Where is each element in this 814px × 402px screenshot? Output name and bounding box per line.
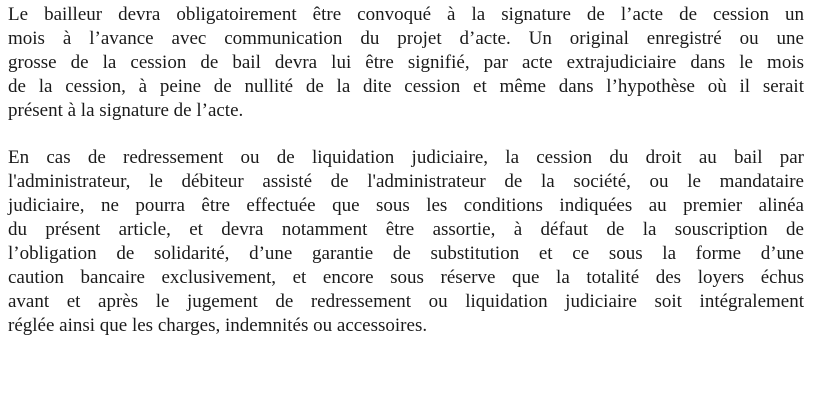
document-body [8, 3, 804, 338]
text-line: grosse de la cession de bail devra lui être signifié, par acte extrajudiciaire dans le mois [8, 52, 804, 73]
text-line: l’obligation de solidarité, d’une garantie de substitution et ce sous la forme d’une [8, 243, 804, 264]
text-line: En cas de redressement ou de liquidation judiciaire, la cession du droit au bail par [8, 147, 804, 168]
text-line: Le bailleur devra obligatoirement être convoqué à la signature de l’acte de cession un [8, 4, 804, 25]
text-line: du présent article, et devra notamment être assortie, à défaut de la souscription de [8, 219, 804, 240]
text-line: réglée ainsi que les charges, indemnités ou accessoires. [8, 315, 428, 336]
text-line: avant et après le jugement de redressement ou liquidation judiciaire soit intégralement [8, 291, 804, 312]
paragraph-assignment-notice [8, 3, 804, 123]
text-line: l'administrateur, le débiteur assisté de l'administrateur de la société, ou le mandataire [8, 171, 804, 192]
text-line: judiciaire, ne pourra être effectuée que sous les conditions indiquées au premier alinéa [8, 195, 804, 216]
text-line: présent à la signature de l’acte. [8, 100, 244, 121]
text-line: caution bancaire exclusivement, et encore sous réserve que la totalité des loyers échus [8, 267, 804, 288]
text-line: de la cession, à peine de nullité de la dite cession et même dans l’hypothèse où il serait [8, 76, 804, 97]
text-line: mois à l’avance avec communication du projet d’acte. Un original enregistré ou une [8, 28, 804, 49]
paragraph-insolvency-clause [8, 146, 804, 338]
